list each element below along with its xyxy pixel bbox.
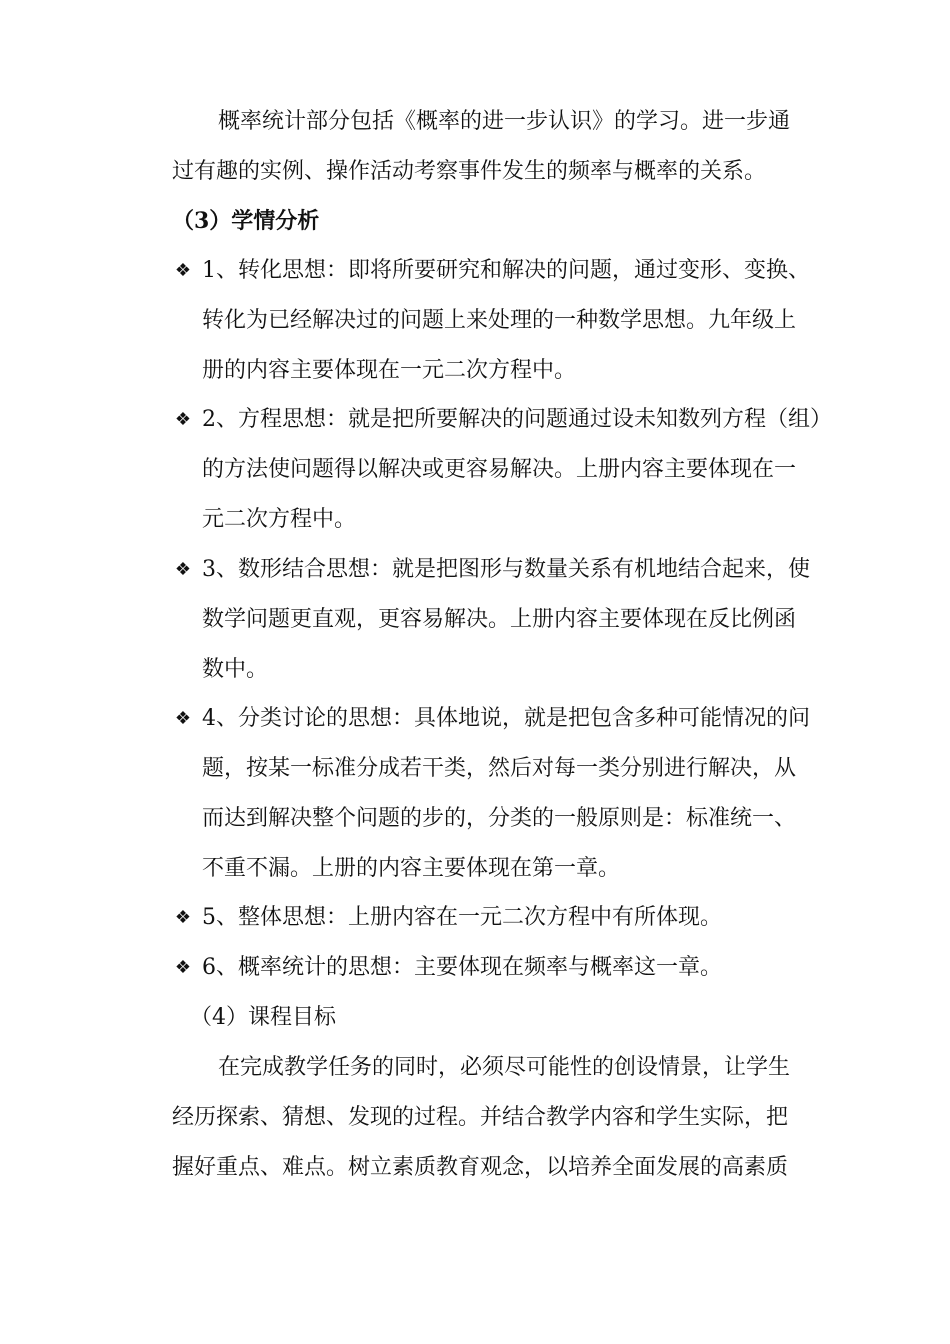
goals-paragraph-line: 在完成教学任务的同时，必须尽可能性的创设情景，让学生: [218, 1055, 791, 1080]
list-item-line: 6、概率统计的思想：主要体现在频率与概率这一章。: [202, 955, 722, 980]
list-item-line: 的方法使问题得以解决或更容易解决。上册内容主要体现在一: [202, 457, 797, 482]
intro-line: 概率统计部分包括《概率的进一步认识》的学习。进一步通: [218, 109, 791, 134]
goals-paragraph-line: 握好重点、难点。树立素质教育观念，以培养全面发展的高素质: [172, 1155, 789, 1180]
goals-paragraph-line: 经历探索、猜想、发现的过程。并结合教学内容和学生实际，把: [172, 1105, 789, 1130]
list-item-line: 转化为已经解决过的问题上来处理的一种数学思想。九年级上: [202, 308, 797, 333]
list-item-line: 4、分类讨论的思想：具体地说，就是把包含多种可能情况的问: [202, 706, 810, 731]
list-item-line: 册的内容主要体现在一元二次方程中。: [202, 358, 577, 383]
list-item-line: 数学问题更直观，更容易解决。上册内容主要体现在反比例函: [202, 607, 797, 632]
list-item-line: 3、数形结合思想：就是把图形与数量关系有机地结合起来，使: [202, 557, 810, 582]
intro-line: 过有趣的实例、操作活动考察事件发生的频率与概率的关系。: [172, 159, 767, 184]
diamond-bullet-icon: ❖: [174, 559, 192, 580]
list-item-line: 而达到解决整个问题的步的，分类的一般原则是：标准统一、: [202, 806, 797, 831]
diamond-bullet-icon: ❖: [174, 957, 192, 978]
list-item-line: 数中。: [202, 657, 269, 682]
diamond-bullet-icon: ❖: [174, 708, 192, 729]
section-heading-course-goals: （4）课程目标: [190, 1005, 336, 1030]
section-heading-student-analysis: （3）学情分析: [172, 208, 320, 234]
diamond-bullet-icon: ❖: [174, 907, 192, 928]
list-item-line: 元二次方程中。: [202, 507, 357, 532]
list-item-line: 题，按某一标准分成若干类，然后对每一类分别进行解决，从: [202, 756, 797, 781]
diamond-bullet-icon: ❖: [174, 260, 192, 281]
diamond-bullet-icon: ❖: [174, 409, 192, 430]
list-item-line: 1、转化思想：即将所要研究和解决的问题，通过变形、变换、: [202, 258, 810, 283]
list-item-line: 2、方程思想：就是把所要解决的问题通过设未知数列方程（组）: [202, 407, 832, 432]
list-item-line: 5、整体思想：上册内容在一元二次方程中有所体现。: [202, 905, 722, 930]
list-item-line: 不重不漏。上册的内容主要体现在第一章。: [202, 856, 621, 881]
